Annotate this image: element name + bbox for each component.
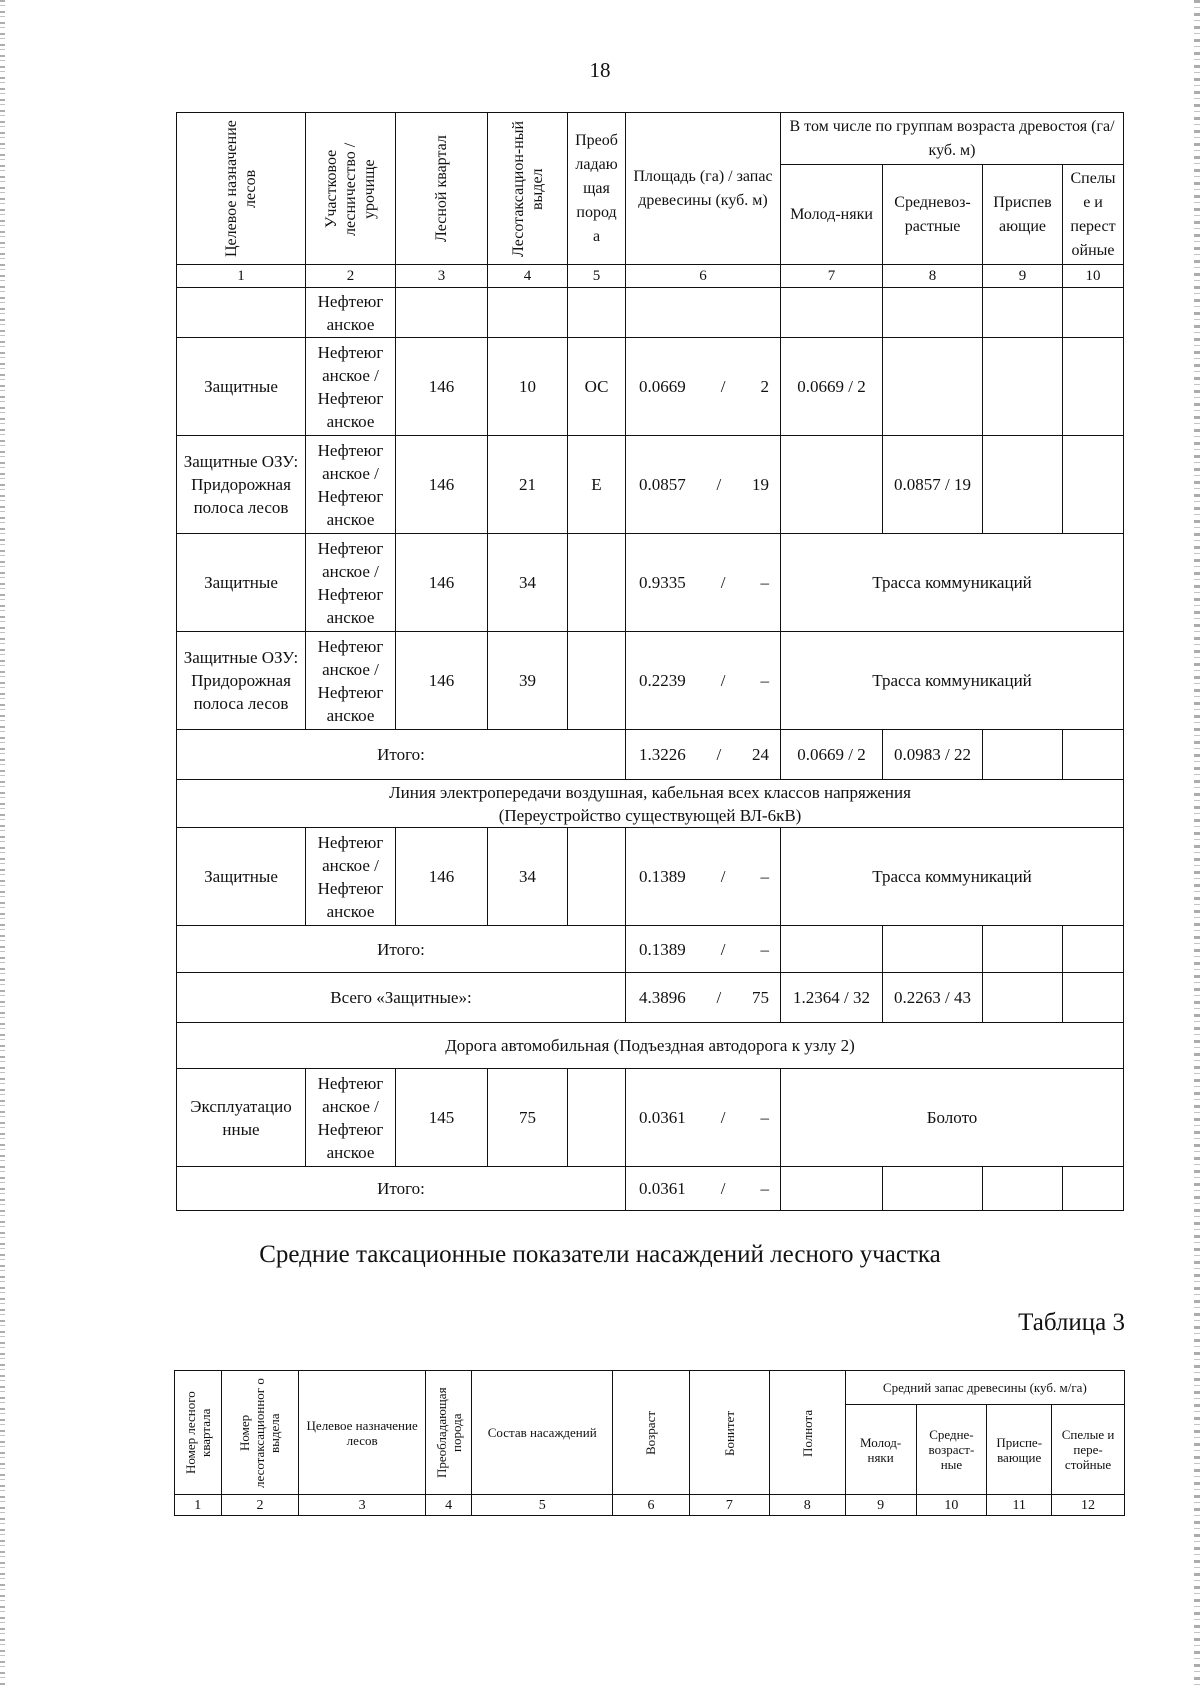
table-3-label: Таблица 3 [1018,1309,1125,1336]
table-row: Защитные Нефтеюг анское / Нефтеюг анское 146 34 0.1389 / – Трасса коммуникаций [177,828,1124,926]
merged-note: Трасса коммуникаций [781,534,1124,632]
merged-note: Болото [781,1069,1124,1167]
header-age-groups: В том числе по группам возраста древостоя (га/ куб. м) [781,113,1124,165]
table-row: Эксплуатацио нные Нефтеюг анское / Нефтеюг анское 145 75 0.0361 / – Болото [177,1069,1124,1167]
total-row: Итого: 1.3226 / 24 0.0669 / 2 0.0983 / 22 [177,730,1124,780]
header-maturing: Приспев ающие [983,165,1063,265]
table-row: Защитные ОЗУ: Придорожная полоса лесов Нефтеюг анское / Нефтеюг анское 146 21 Е 0.0857 / 19 0.0857 / 19 [177,436,1124,534]
t3-header-maturing: Приспе-вающие [987,1405,1052,1495]
scan-edge-left [0,0,5,1685]
scan-edge-right [1194,0,1200,1685]
section-title: Средние таксационные показатели насаждений лесного участка [259,1241,941,1268]
column-numbers-row: 1 2 3 4 5 6 7 8 9 10 [177,265,1124,288]
total-row: Итого: 0.1389 / – [177,926,1124,973]
page-number: 18 [589,58,611,82]
t3-header-allotment: Номер лесотаксационног о выдела [221,1371,299,1495]
t3-header-purpose: Целевое назначение лесов [299,1371,425,1495]
header-forestry: Участковое лесничество / урочище [306,113,396,265]
header-allotment: Лесотаксацион-ный выдел [488,113,568,265]
merged-note: Трасса коммуникаций [781,828,1124,926]
t3-header-density: Полнота [769,1371,845,1495]
t3-header-quarter: Номер лесного квартала [175,1371,222,1495]
t3-header-age: Возраст [613,1371,690,1495]
header-dominant-species: Преоб ладаю щая пород а [568,113,626,265]
t3-header-middle: Средне-возраст-ные [916,1405,987,1495]
total-row: Итого: 0.0361 / – [177,1167,1124,1211]
t3-header-composition: Состав насаждений [472,1371,613,1495]
t3-header-young: Молод-няки [845,1405,916,1495]
t3-header-mature: Спелые и пере-стойные [1052,1405,1125,1495]
t3-header-bonitet: Бонитет [689,1371,769,1495]
table-row: Защитные Нефтеюг анское / Нефтеюг анское 146 34 0.9335 / – Трасса коммуникаций [177,534,1124,632]
forest-table-2 [176,112,1124,1211]
merged-note: Трасса коммуникаций [781,632,1124,730]
header-young: Молод-няки [781,165,883,265]
t3-header-stock-group: Средний запас древесины (куб. м/га) [845,1371,1124,1405]
section-header-row: Дорога автомобильная (Подъездная автодорога к узлу 2) [177,1023,1124,1069]
table-row: Защитные Нефтеюг анское / Нефтеюг анское 146 10 ОС 0.0669 / 2 0.0669 / 2 [177,338,1124,436]
header-quarter: Лесной квартал [396,113,488,265]
table-row: Нефтеюг анское [177,288,1124,338]
header-middle-aged: Средневоз-растные [883,165,983,265]
header-target-purpose: Целевое назначение лесов [177,113,306,265]
table-row: Защитные ОЗУ: Придорожная полоса лесов Нефтеюг анское / Нефтеюг анское 146 39 0.2239 / – Трасса коммуникаций [177,632,1124,730]
total-row: Всего «Защитные»: 4.3896 / 75 1.2364 / 32 0.2263 / 43 [177,973,1124,1023]
t3-column-numbers-row: 1 2 3 4 5 6 7 8 9 10 11 12 [175,1495,1125,1516]
section-header-row: Линия электропередачи воздушная, кабельная всех классов напряжения (Переустройство существующей ВЛ-6кВ) [177,780,1124,828]
header-area-stock: Площадь (га) / запас древесины (куб. м) [626,113,781,265]
t3-header-dominant: Преобладающая порода [425,1371,472,1495]
forest-table-3 [174,1370,1125,1516]
header-mature: Спелы е и перест ойные [1063,165,1124,265]
